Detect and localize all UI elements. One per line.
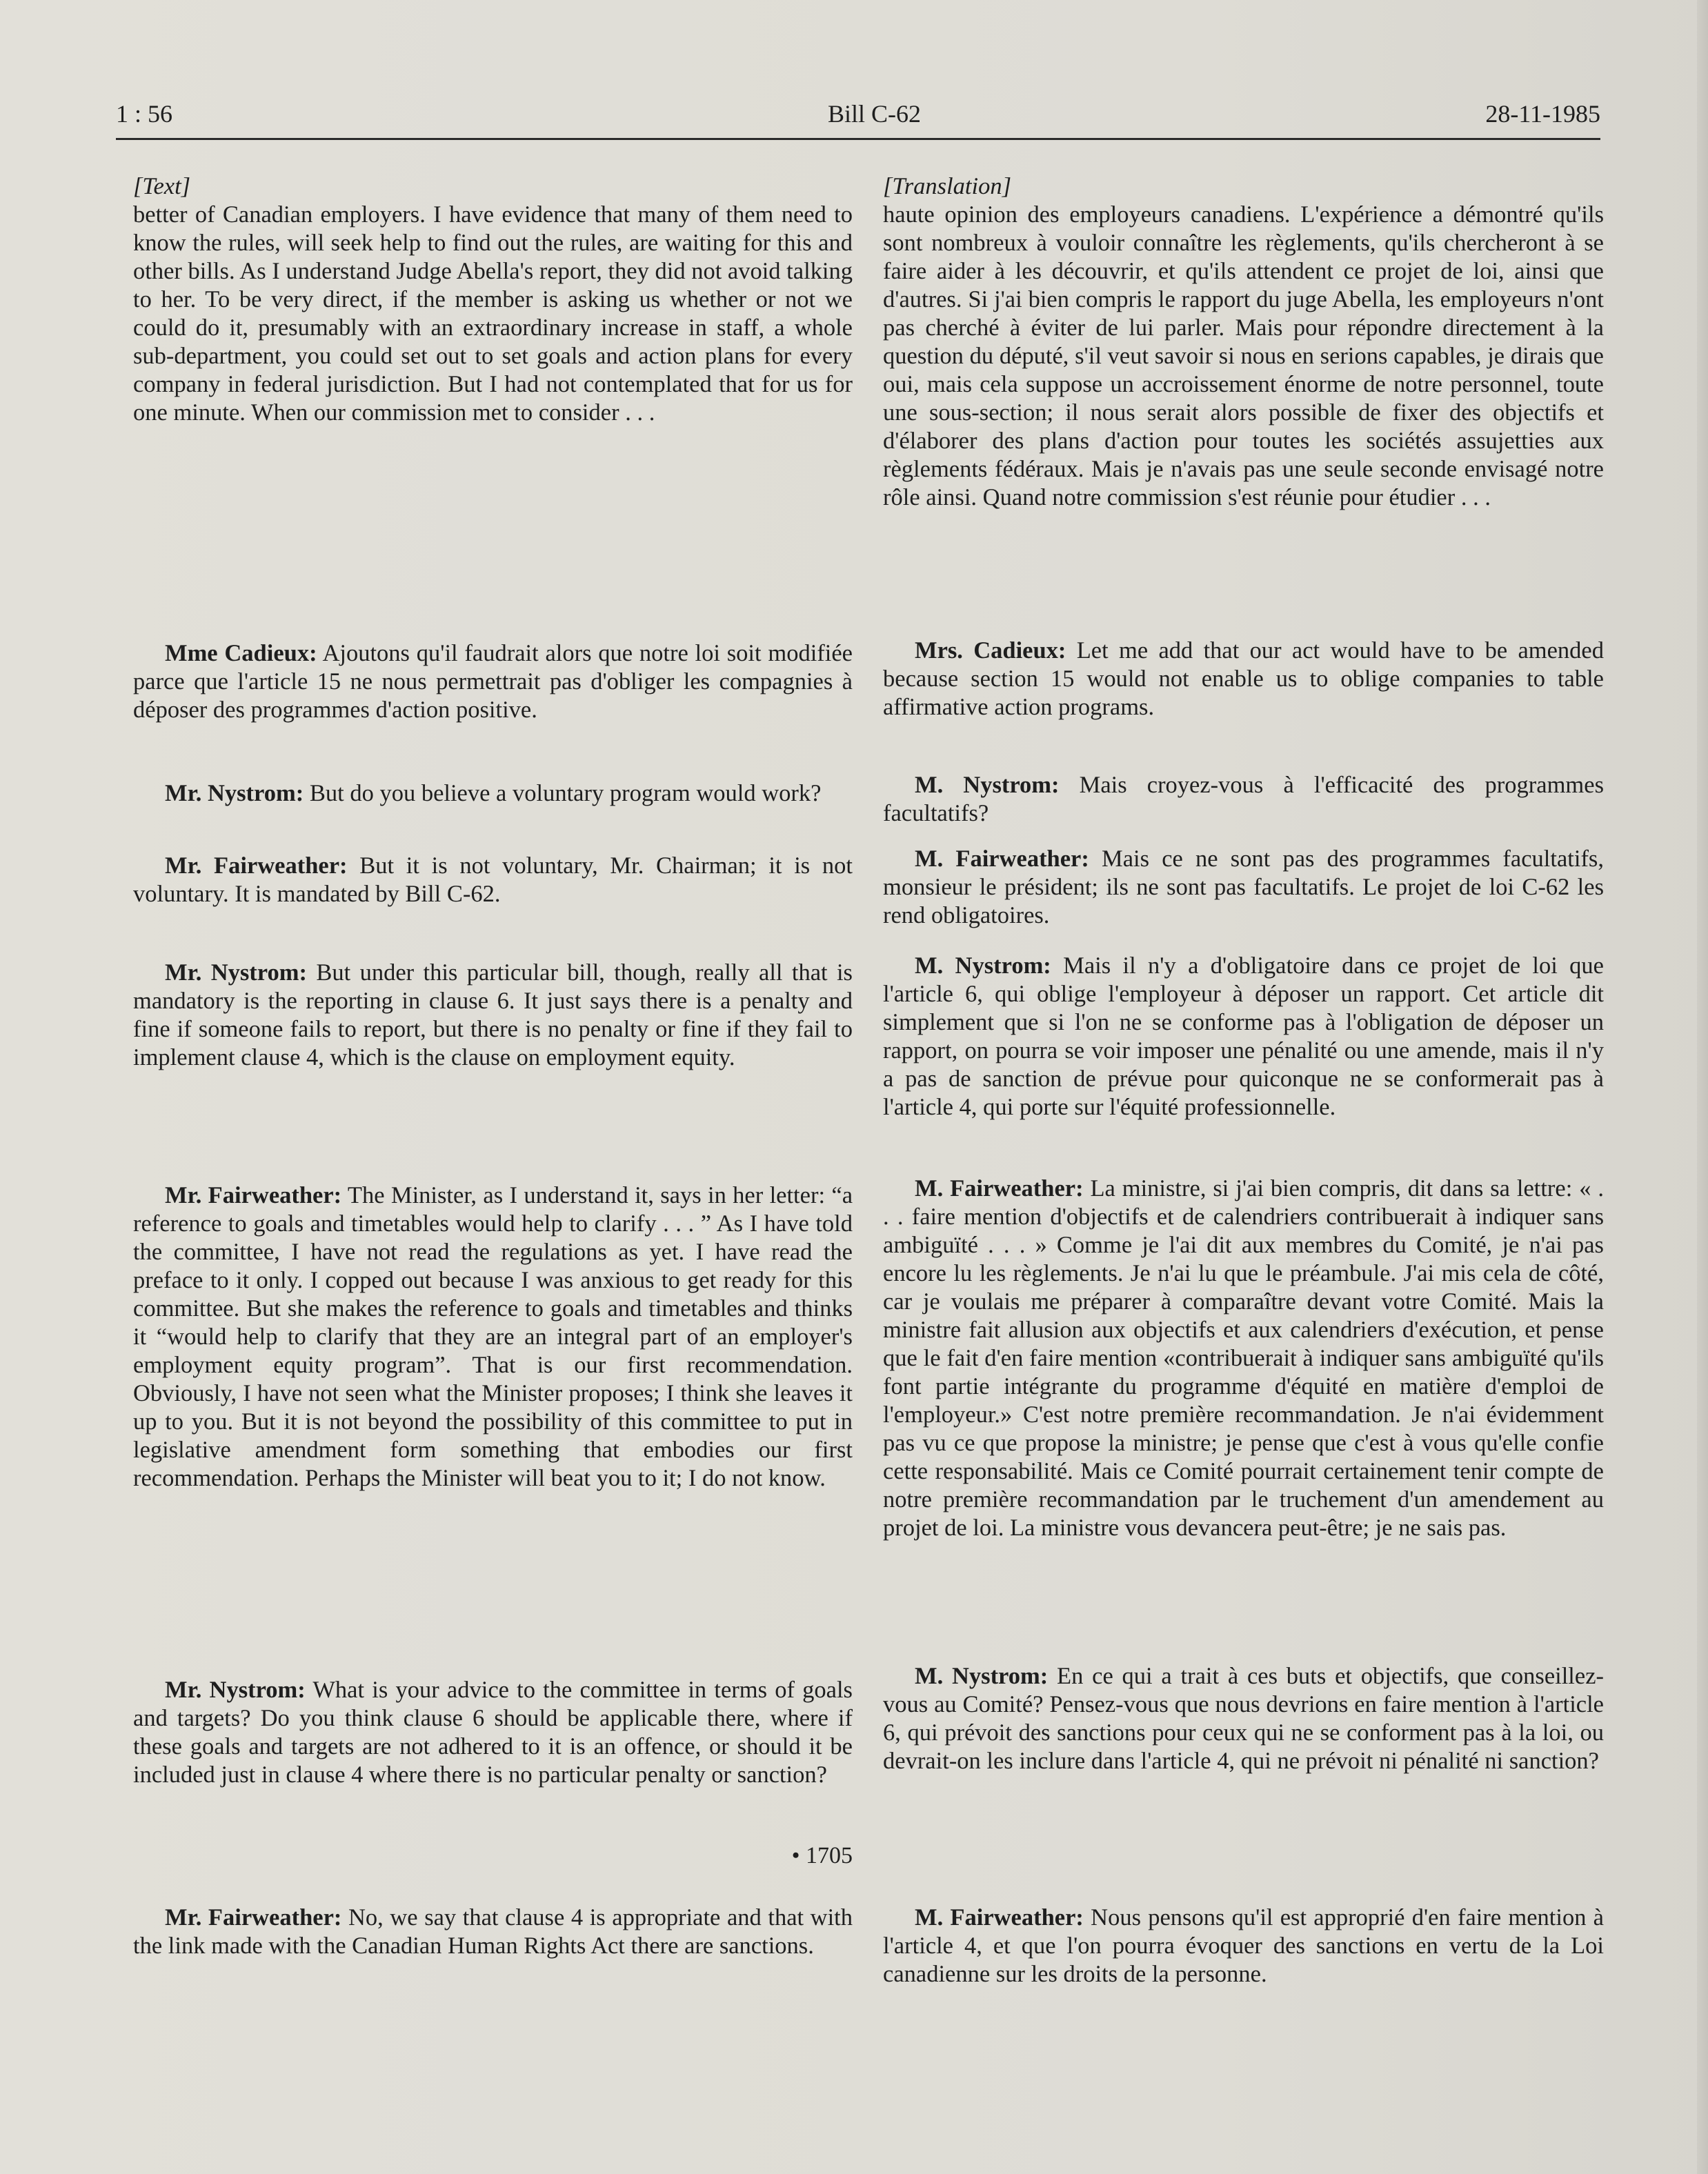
paragraph — [133, 1181, 853, 1493]
page-edge — [1697, 0, 1708, 2174]
speaker-name: M. Fairweather: — [915, 1175, 1084, 1201]
speaker-name: Mr. Fairweather: — [165, 1182, 342, 1208]
header-date: 28-11-1985 — [1485, 100, 1600, 128]
page-header — [116, 97, 1600, 140]
speaker-name: Mr. Nystrom: — [165, 1677, 306, 1703]
paragraph-text: Mais croyez-vous à l'efficacité des programmes facultatifs? — [883, 772, 1604, 826]
paragraph-text: But it is not voluntary, Mr. Chairman; it is not voluntary. It is mandated by Bill C-62. — [133, 852, 853, 907]
running-title: Bill C-62 — [828, 100, 922, 128]
time-marker: • 1705 — [791, 1843, 853, 1868]
speaker-name: M. Nystrom: — [915, 1663, 1049, 1689]
paragraph — [133, 1676, 853, 1789]
speaker-name: Mme Cadieux: — [165, 640, 317, 666]
speaker-name: M. Fairweather: — [915, 846, 1089, 872]
paragraph — [883, 1904, 1604, 1988]
paragraph-text: The Minister, as I understand it, says in her letter: “a reference to goals and timetables would help to clarify . . . ” As I have told the committee, I have not read the regulations as yet. I have read the preface to it only. I copped out because I was anxious to get ready for this committee. But she makes the reference to goals and timetables and thinks it “would help to clarify that they are an integral part of an employer's employment equity program”. That is our first recommendation. Obviously, I have not seen what the Minister proposes; I think she leaves it up to you. But it is not beyond the possibility of this committee to put in legislative amendment form something that embodies our first recommendation. Perhaps the Minister will beat you to it; I do not know. — [133, 1182, 853, 1491]
column-label: [Translation] — [883, 173, 1011, 199]
paragraph-text: No, we say that clause 4 is appropriate and that with the link made with the Canadian Human Rights Act there are sanctions. — [133, 1904, 853, 1959]
paragraph — [133, 779, 853, 808]
paragraph — [883, 637, 1604, 721]
paragraph-text: Nous pensons qu'il est approprié d'en faire mention à l'article 4, et que l'on pourra évoquer des sanctions en vertu de la Loi canadienne sur les droits de la personne. — [883, 1904, 1604, 1987]
speaker-name: M. Nystrom: — [915, 772, 1060, 798]
paragraph-text: better of Canadian employers. I have evidence that many of them need to know the rules, will seek help to find out the rules, are waiting for this and other bills. As I understand Judge Abella's report, they did not avoid talking to her. To be very direct, if the member is asking us whether or not we could do it, presumably with an extraordinary increase in staff, a whole sub-department, you could set out to set goals and action plans for every company in federal jurisdiction. But I had not contemplated that for us for one minute. When our commission met to consider . . . — [133, 201, 853, 426]
paragraph-text: La ministre, si j'ai bien compris, dit dans sa lettre: « . . . faire mention d'objectifs et de calendriers contribuerait à indiquer sans ambiguïté . . . » Comme je l'ai dit aux membres du Comité, je n'ai pas encore lu les règlements. Je n'ai lu que le préambule. J'ai mis cela de côté, car je voulais me préparer à comparaître devant votre Comité. Mais la ministre fait allusion aux objectifs et aux calendriers d'exécution, et pense que le fait d'en faire mention «contribuerait à indiquer sans ambiguïté qu'ils font partie intégrante du programme d'équité en matière d'emploi de l'employeur.» C'est notre première recommandation. Je n'ai évidemment pas vu ce que propose la ministre; je pense que c'est à vous qu'elle confie cette responsabilité. Mais ce Comité pourrait certainement tenir compte de notre première recommandation par le truchement d'un amendement au projet de loi. La ministre vous devancera peut-être; je ne sais pas. — [883, 1175, 1604, 1541]
paragraph-text: But do you believe a voluntary program would work? — [304, 780, 822, 806]
paragraph — [883, 845, 1604, 930]
speaker-name: M. Nystrom: — [915, 953, 1051, 979]
speaker-name: Mr. Nystrom: — [165, 959, 307, 986]
speaker-name: Mr. Fairweather: — [165, 852, 348, 879]
paragraph-text: Let me add that our act would have to be amended because section 15 would not enable us to oblige companies to table affirmative action programs. — [883, 637, 1604, 720]
speaker-name: Mrs. Cadieux: — [915, 637, 1066, 664]
paragraph-text: En ce qui a trait à ces buts et objectifs, que conseillez-vous au Comité? Pensez-vous que nous devrions en faire mention à l'article 6, qui prévoit des sanctions pour ceux qui ne se conforment pas à la loi, ou devrait-on les inclure dans l'article 4, qui ne prévoit ni pénalité ni sanction? — [883, 1663, 1605, 1774]
paragraph — [133, 852, 853, 908]
speaker-name: M. Fairweather: — [915, 1904, 1084, 1931]
paragraph-text: Mais il n'y a d'obligatoire dans ce projet de loi que l'article 6, qui oblige l'employeur à déposer un rapport. Cet article dit simplement que si l'on ne se conforme pas à l'obligation de déposer un rapport, on pourra se voir imposer une pénalité ou une amende, mais il n'y a pas de sanction de prévue pour quiconque ne se conformerait pas à l'article 4, qui porte sur l'équité professionnelle. — [883, 953, 1604, 1120]
paragraph — [883, 201, 1604, 512]
paragraph-text: Ajoutons qu'il faudrait alors que notre loi soit modifiée parce que l'article 15 ne nous permettrait pas d'obliger les compagnies à déposer des programmes d'action positive. — [133, 640, 853, 723]
paragraph — [883, 1175, 1604, 1542]
paragraph — [883, 771, 1604, 828]
speaker-name: Mr. Nystrom: — [165, 780, 304, 806]
paragraph — [133, 639, 853, 724]
paragraph — [883, 952, 1604, 1121]
paragraph-text: But under this particular bill, though, really all that is mandatory is the reporting in clause 6. It just says there is a penalty and fine if someone fails to report, but there is no penalty or fine if they fail to implement clause 4, which is the clause on employment equity. — [133, 959, 853, 1070]
paragraph — [133, 959, 853, 1072]
column-label: [Text] — [133, 173, 191, 199]
paragraph — [133, 1904, 853, 1960]
french-column — [883, 172, 1605, 1987]
paragraph — [133, 201, 853, 427]
speaker-name: Mr. Fairweather: — [165, 1904, 342, 1931]
paragraph-text: haute opinion des employeurs canadiens. L'expérience a démontré qu'ils sont nombreux à vouloir connaître les règlements, qu'ils chercheront à se faire aider à les découvrir, et qu'ils attendent ce projet de loi, ainsi que d'autres. Si j'ai bien compris le rapport du juge Abella, les employeurs n'ont pas cherché à éviter de lui parler. Mais pour répondre directement à la question du député, s'il veut savoir si nous en serions capables, je dirais que oui, mais cela suppose un accroissement énorme de notre personnel, toute une sous-section; il nous serait alors possible de fixer des objectifs et d'élaborer des plans d'action pour toutes les sociétés assujetties aux règlements fédéraux. Mais je n'avais pas une seule seconde envisagé notre rôle ainsi. Quand notre commission s'est réunie pour étudier . . . — [883, 201, 1604, 510]
page-number: 1 : 56 — [116, 100, 173, 128]
paragraph-text: What is your advice to the committee in terms of goals and targets? Do you think clause 6 should be applicable there, where if these goals and targets are not adhered to it is an offence, or should it be included just in clause 4 where there is no particular penalty or sanction? — [133, 1677, 853, 1788]
english-column — [133, 172, 853, 1959]
paragraph — [883, 1662, 1604, 1775]
paragraph-text: Mais ce ne sont pas des programmes facultatifs, monsieur le président; ils ne sont pas facultatifs. Le projet de loi C-62 les rend obligatoires. — [883, 846, 1604, 928]
